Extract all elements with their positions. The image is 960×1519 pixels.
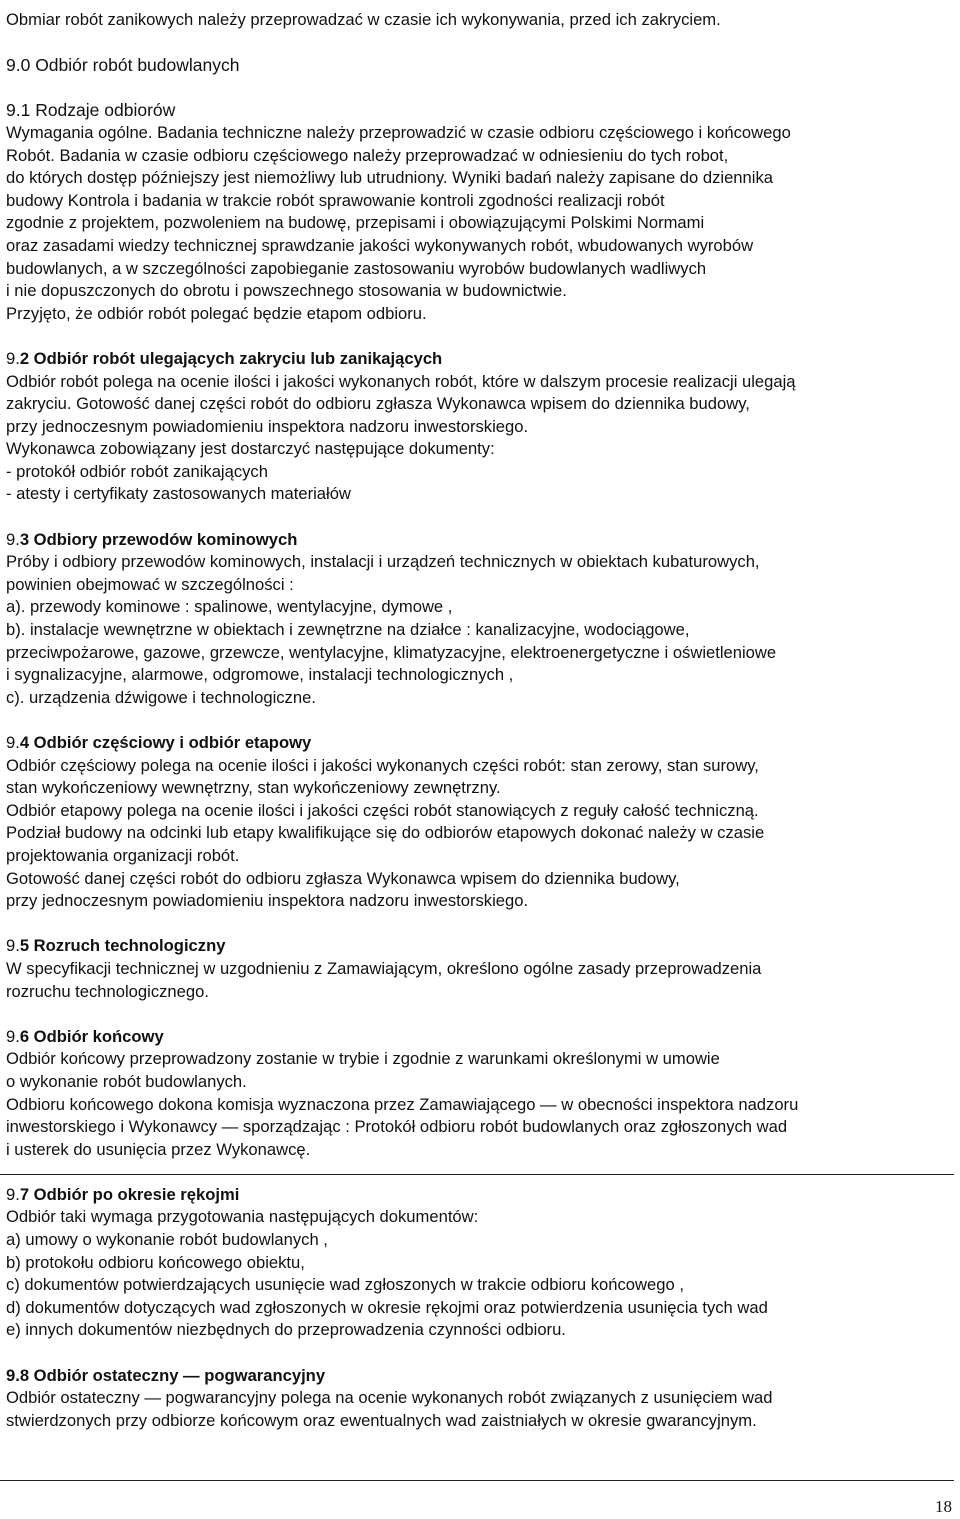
paragraph-line: projektowania organizacji robót.: [6, 845, 240, 865]
paragraph-line: budowlanych, a w szczególności zapobieganie zastosowaniu wyrobów budowlanych wadliwych: [6, 258, 707, 278]
section-title: 4 Odbiór częściowy i odbiór etapowy: [19, 733, 312, 752]
paragraph-line: powinien obejmować w szczególności :: [6, 574, 294, 594]
paragraph-line: Odbiór robót polega na ocenie ilości i jakości wykonanych robót, które w dalszym procesie realizacji ulegają: [6, 371, 796, 391]
paragraph-line: budowy Kontrola i badania w trakcie robót sprawowanie kontroli zgodności realizacji robót: [6, 190, 665, 210]
list-item: a). przewody kominowe : spalinowe, wentylacyjne, dymowe ,: [6, 597, 453, 617]
page-number: 18: [935, 1497, 952, 1516]
paragraph-line: inwestorskiego i Wykonawcy — sporządzając : Protokół odbioru robót budowlanych oraz zgłoszonych wad: [6, 1117, 788, 1137]
paragraph-line: zakryciu. Gotowość danej części robót do odbioru zgłasza Wykonawca wpisem do dziennika budowy,: [6, 394, 750, 414]
section-heading: [6, 1184, 954, 1207]
section-9-6: [6, 1026, 954, 1162]
footer-rule: [0, 1480, 954, 1481]
paragraph-line: i sygnalizacyjne, alarmowe, odgromowe, instalacji technologicznych ,: [6, 665, 514, 685]
section-heading: 9.8 Odbiór ostateczny — pogwarancyjny: [6, 1365, 326, 1385]
paragraph-line: Robót. Badania w czasie odbioru częściowego należy przeprowadzać w odniesieniu do tych robot,: [6, 145, 729, 165]
paragraph-line: Odbiór końcowy przeprowadzony zostanie w trybie i zgodnie z warunkami określonymi w umowie: [6, 1049, 720, 1069]
paragraph-line: Wykonawca zobowiązany jest dostarczyć następujące dokumenty:: [6, 439, 495, 459]
horizontal-rule: [0, 1174, 954, 1175]
section-number: 9.: [6, 1026, 20, 1046]
section-number: 9.: [6, 936, 20, 956]
section-title: 3 Odbiory przewodów kominowych: [19, 529, 298, 549]
paragraph-line: przy jednoczesnym powiadomieniu inspektora nadzoru inwestorskiego.: [6, 416, 529, 436]
paragraph-line: Odbiór ostateczny — pogwarancyjny polega na ocenie wykonanych robót związanych z usunięciem wad: [6, 1388, 773, 1408]
paragraph-line: zgodnie z projektem, pozwoleniem na budowę, przepisami i obowiązującymi Polskimi Normami: [6, 213, 705, 233]
section-number: 9.: [6, 348, 20, 368]
list-item: c). urządzenia dźwigowe i technologiczne.: [6, 687, 316, 707]
section-number: 9.: [6, 529, 20, 549]
paragraph-line: Odbiór etapowy polega na ocenie ilości i jakości części robót stanowiących z reguły całość techniczną.: [6, 800, 759, 820]
list-item: e) innych dokumentów niezbędnych do przeprowadzenia czynności odbioru.: [6, 1320, 566, 1340]
list-item: d) dokumentów dotyczących wad zgłoszonych w okresie rękojmi oraz potwierdzenia usunięcia tych wad: [6, 1297, 768, 1317]
list-item: - protokół odbiór robót zanikających: [6, 461, 268, 481]
section-9-1: [6, 99, 954, 325]
paragraph-line: Gotowość danej części robót do odbioru zgłasza Wykonawca wpisem do dziennika budowy,: [6, 868, 680, 888]
section-heading: [6, 732, 954, 755]
paragraph-line: i usterek do usunięcia przez Wykonawcę.: [6, 1139, 311, 1159]
paragraph-line: i nie dopuszczonych do obrotu i powszechnego stosowania w budownictwie.: [6, 281, 567, 301]
paragraph-line: Odbiór częściowy polega na ocenie ilości i jakości wykonanych części robót: stan zerowy, stan surowy,: [6, 755, 759, 775]
section-9-7: [6, 1184, 954, 1342]
section-title: 7 Odbiór po okresie rękojmi: [19, 1184, 240, 1204]
section-heading: [6, 935, 954, 958]
paragraph-line: przy jednoczesnym powiadomieniu inspektora nadzoru inwestorskiego.: [6, 891, 529, 911]
section-number: 9.: [6, 733, 20, 752]
section-title: 5 Rozruch technologiczny: [19, 936, 226, 956]
section-heading: [6, 348, 954, 371]
section-heading: 9.1 Rodzaje odbiorów: [6, 100, 176, 121]
section-title: 2 Odbiór robót ulegających zakryciu lub zanikających: [19, 348, 443, 368]
paragraph-line: przeciwpożarowe, gazowe, grzewcze, wentylacyjne, klimatyzacyjne, elektroenergetyczne i oświetleniowe: [6, 642, 777, 662]
paragraph-line: Przyjęto, że odbiór robót polegać będzie etapom odbioru.: [6, 303, 427, 323]
section-9-5: [6, 935, 954, 1003]
section-9-2: [6, 348, 954, 506]
paragraph-line: oraz zasadami wiedzy technicznej sprawdzanie jakości wykonywanych robót, wbudowanych wyrobów: [6, 235, 754, 255]
list-item: a) umowy o wykonanie robót budowlanych ,: [6, 1230, 328, 1250]
paragraph-line: Próby i odbiory przewodów kominowych, instalacji i urządzeń technicznych w obiektach kubaturowych,: [6, 552, 760, 572]
list-item: c) dokumentów potwierdzających usunięcie wad zgłoszonych w trakcie odbioru końcowego ,: [6, 1275, 684, 1295]
chapter-heading: 9.0 Odbiór robót budowlanych: [6, 55, 240, 76]
intro-text: Obmiar robót zanikowych należy przeprowadzać w czasie ich wykonywania, przed ich zakryciem.: [6, 10, 721, 29]
document-page: [6, 0, 954, 1432]
paragraph-line: stwierdzonych przy odbiorze końcowym oraz ewentualnych wad zaistniałych w okresie gwarancyjnym.: [6, 1410, 757, 1430]
section-9-8: [6, 1365, 954, 1433]
list-item: b). instalacje wewnętrzne w obiektach i zewnętrzne na działce : kanalizacyjne, wodociągowe,: [6, 620, 690, 640]
section-number: 9.: [6, 1184, 20, 1204]
section-9-4: [6, 732, 954, 913]
paragraph-line: Odbiór taki wymaga przygotowania następujących dokumentów:: [6, 1207, 479, 1227]
paragraph-line: Podział budowy na odcinki lub etapy kwalifikujące się do odbiorów etapowych dokonać należy w czasie: [6, 823, 765, 843]
paragraph-line: W specyfikacji technicznej w uzgodnieniu z Zamawiającym, określono ogólne zasady przeprowadzenia: [6, 958, 762, 978]
paragraph-line: o wykonanie robót budowlanych.: [6, 1071, 247, 1091]
paragraph-line: stan wykończeniowy wewnętrzny, stan wykończeniowy zewnętrzny.: [6, 778, 501, 798]
paragraph-line: rozruchu technologicznego.: [6, 981, 209, 1001]
section-title: 6 Odbiór końcowy: [19, 1026, 164, 1046]
paragraph-line: Odbioru końcowego dokona komisja wyznaczona przez Zamawiającego — w obecności inspektora nadzoru: [6, 1094, 799, 1114]
section-heading: [6, 529, 954, 552]
list-item: - atesty i certyfikaty zastosowanych materiałów: [6, 484, 351, 504]
paragraph-line: do których dostęp późniejszy jest niemożliwy lub utrudniony. Wyniki badań należy zapisane do dziennika: [6, 168, 773, 188]
section-heading: [6, 1026, 954, 1049]
section-9-3: [6, 529, 954, 710]
paragraph-line: Wymagania ogólne. Badania techniczne należy przeprowadzić w czasie odbioru częściowego i końcowego: [6, 122, 791, 142]
list-item: b) protokołu odbioru końcowego obiektu,: [6, 1252, 305, 1272]
